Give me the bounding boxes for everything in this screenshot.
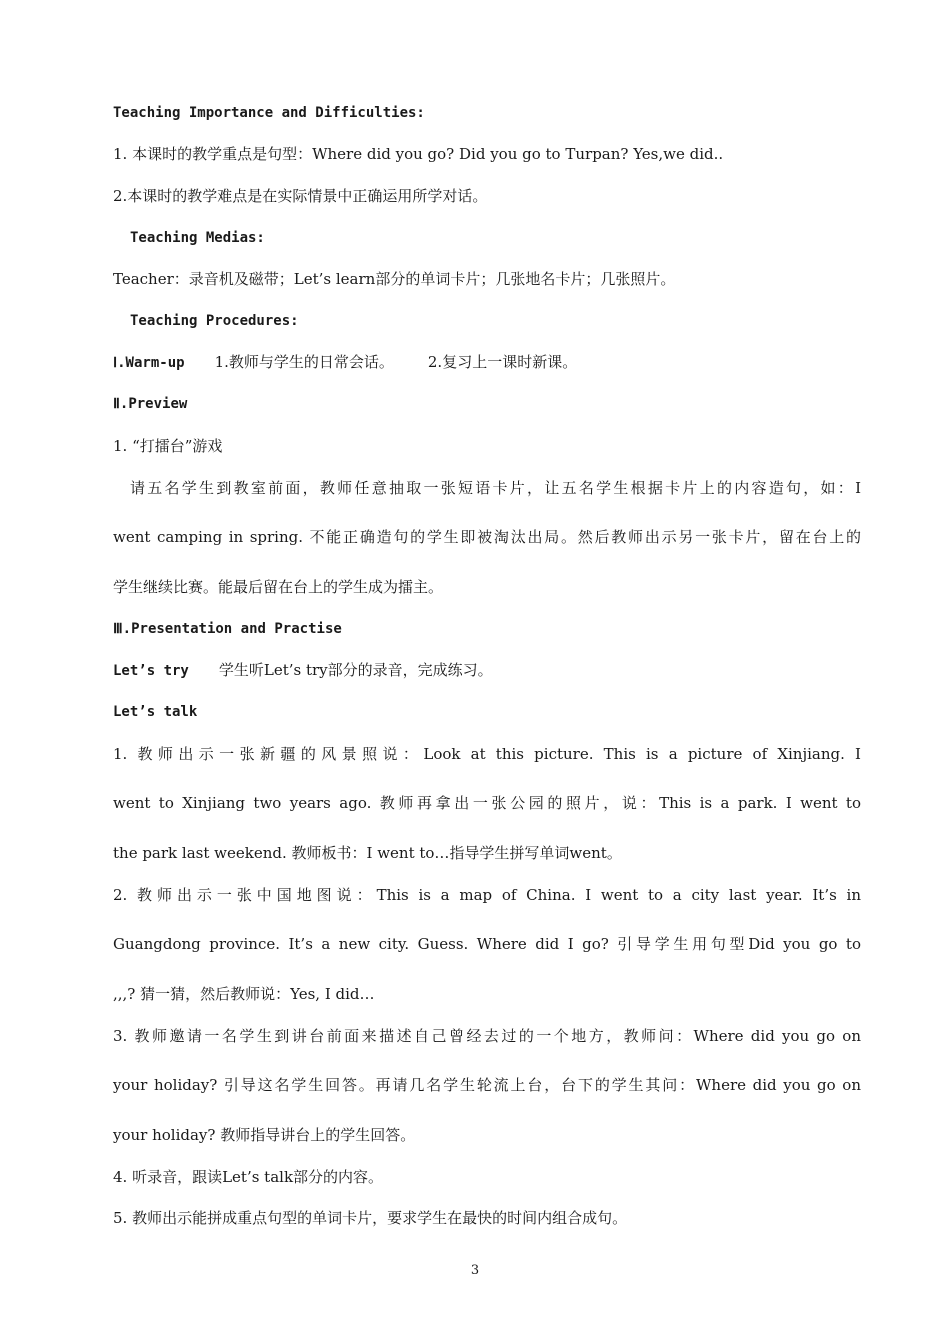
lets-talk-label: Let’s talk [113, 704, 198, 720]
talk-step-3-line-3: your holiday? 教师指导讲台上的学生回答。 [113, 1126, 416, 1144]
importance-item-2: 2.本课时的教学难点是在实际情景中正确运用所学对话。 [113, 187, 488, 205]
talk-step-2-line-1: 2. 教师出示一张中国地图说：This is a map of China. I went to a city last year. It’s in [113, 886, 861, 904]
preview-paragraph-line-3: 学生继续比赛。能最后留在台上的学生成为擂主。 [113, 578, 444, 596]
talk-step-2-line-3: ,,,? 猜一猜，然后教师说：Yes, I did… [113, 985, 375, 1003]
heading-importance: Teaching Importance and Difficulties: [113, 105, 425, 121]
page-number: 3 [470, 1263, 480, 1278]
talk-step-5: 5. 教师出示能拼成重点句型的单词卡片，要求学生在最快的时间内组合成句。 [113, 1209, 628, 1227]
talk-step-1-line-1: 1. 教师出示一张新疆的风景照说：Look at this picture. This is a picture of Xinjiang. I [113, 745, 861, 763]
importance-item-1: 1. 本课时的教学重点是句型：Where did you go? Did you go to Turpan? Yes,we did.. [113, 145, 724, 163]
lets-try-text: 学生听Let’s try部分的录音，完成练习。 [218, 661, 493, 679]
warmup-item-2: 2.复习上一课时新课。 [427, 353, 578, 371]
warmup-item-1: 1.教师与学生的日常会话。 [214, 353, 394, 371]
medias-text: Teacher：录音机及磁带；Let’s learn部分的单词卡片；几张地名卡片；几张照片。 [113, 270, 676, 288]
preview-title: Ⅱ.Preview [113, 396, 188, 412]
talk-step-3-line-1: 3. 教师邀请一名学生到讲台前面来描述自己曾经去过的一个地方，教师问：Where did you go on [113, 1027, 861, 1045]
talk-step-1-line-2: went to Xinjiang two years ago. 教师再拿出一张公园的照片，说：This is a park. I went to [113, 794, 861, 812]
preview-paragraph-line-1: 请五名学生到教室前面，教师任意抽取一张短语卡片，让五名学生根据卡片上的内容造句，如：I [130, 479, 861, 497]
heading-medias: Teaching Medias: [130, 230, 265, 246]
preview-paragraph-line-2: went camping in spring. 不能正确造句的学生即被淘汰出局。然后教师出示另一张卡片，留在台上的 [113, 528, 861, 546]
presentation-title: Ⅲ.Presentation and Practise [113, 621, 342, 637]
heading-procedures: Teaching Procedures: [130, 313, 299, 329]
talk-step-3-line-2: your holiday? 引导这名学生回答。再请几名学生轮流上台，台下的学生其问：Where did you go on [113, 1076, 861, 1094]
talk-step-1-line-3: the park last weekend. 教师板书：I went to…指导学生拼写单词went。 [113, 844, 622, 862]
preview-item-1: 1. “打擂台”游戏 [113, 437, 223, 455]
talk-step-2-line-2: Guangdong province. It’s a new city. Guess. Where did I go? 引导学生用句型Did you go to [113, 935, 861, 953]
talk-step-4: 4. 听录音，跟读Let’s talk部分的内容。 [113, 1168, 384, 1186]
lets-try-row [113, 660, 861, 681]
warmup-row [113, 352, 861, 373]
lets-try-label: Let’s try [113, 663, 189, 679]
warmup-title: Ⅰ.Warm-up [113, 355, 185, 371]
